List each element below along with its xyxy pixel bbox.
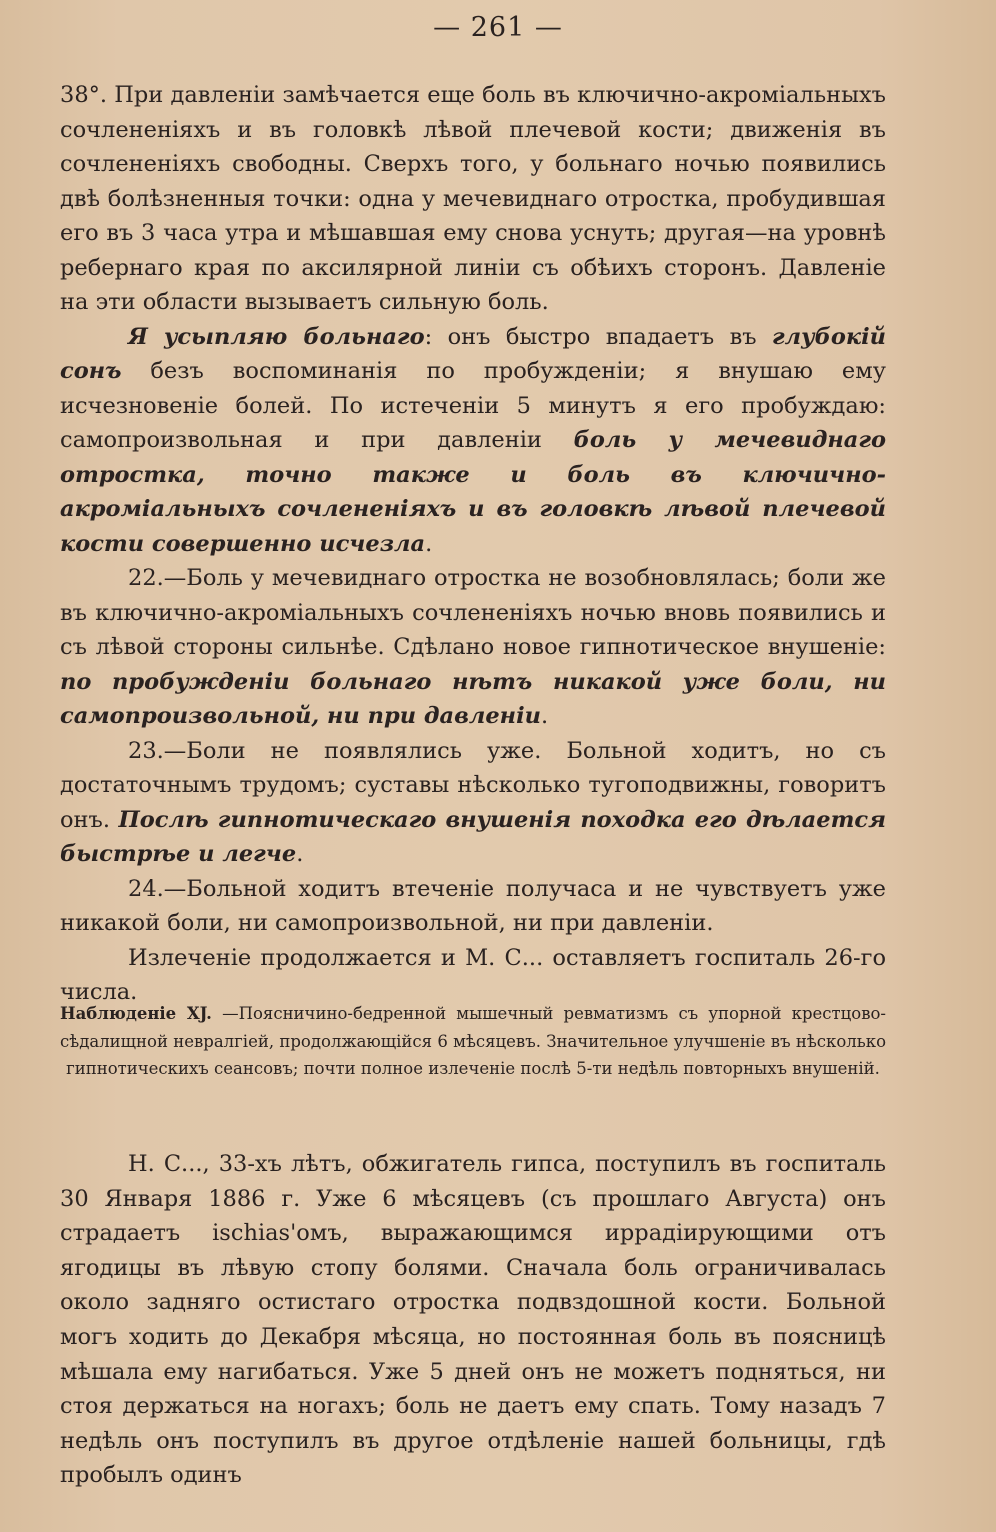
- case-paragraph: [60, 1147, 886, 1493]
- text-run: 22.—Боль у мечевиднаго отростка не возобновлялась; боли же въ ключично-акроміальныхъ сочлененіяхъ ночью вновь появились и съ лѣвой стороны сильнѣе. Сдѣлано новое гипнотическое внушеніе:: [60, 565, 886, 660]
- case-text: [60, 1147, 886, 1493]
- paragraph-5: [60, 872, 886, 941]
- text-run: безъ воспоминанія по пробужденіи; я внушаю ему исчезновеніе болей. По истеченіи 5 минутъ я его пробуждаю: самопроизвольная и при давленіи: [60, 358, 886, 453]
- paragraph-3: [60, 561, 886, 734]
- observation-summary: —Поясничино-бедренной мышечный ревматизмъ съ упорной крестцово-сѣдалищной невралгіей, продолжающійся 6 мѣсяцевъ. Значительное улучшеніе въ нѣсколько гипнотическихъ сеансовъ; почти полное излеченіе послѣ 5-ти недѣль повторныхъ внушеній.: [60, 1004, 886, 1078]
- text-run: 23.—Боли не появлялись уже. Больной ходитъ, но съ достаточнымъ трудомъ; суставы нѣсколько тугоподвижны, говоритъ онъ.: [60, 737, 886, 833]
- text-run: Излеченіе продолжается и М. С... оставляетъ госпиталь 26-го числа.: [60, 944, 886, 1005]
- paragraph-1: [60, 78, 886, 320]
- text-run: Н. С..., 33-хъ лѣтъ, обжигатель гипса, поступилъ въ госпиталь 30 Января 1886 г. Уже 6 мѣсяцевъ (съ прошлаго Августа) онъ страдаетъ ischias'омъ, выражающимся иррадіирующими отъ ягодицы въ лѣвую стопу болями. Сначала боль ограничивалась около задняго остистаго отростка подвздошной кости. Больной могъ ходить до Декабря мѣсяца, но постоянная боль въ поясницѣ мѣшала ему нагибаться. Уже 5 дней онъ не можетъ подняться, ни стоя держаться на ногахъ; боль не даетъ ему спать. Тому назадъ 7 недѣль онъ поступилъ въ другое отдѣленіе нашей больницы, гдѣ пробылъ одинъ: [60, 1151, 886, 1489]
- page-number: — 261 —: [433, 12, 563, 43]
- italic-run: Послѣ гипнотическаго внушенія походка его дѣлается быстрѣе и легче: [60, 806, 886, 867]
- italic-run: боль у мечевиднаго отростка, точно также и боль въ ключично-акроміальныхъ сочлененіяхъ и въ головкѣ лѣвой плечевой кости совершенно исчезла: [60, 427, 886, 557]
- observation-heading: [60, 1000, 886, 1083]
- italic-run: по пробужденіи больнаго нѣтъ никакой уже боли, ни самопроизвольной, ни при давленіи: [60, 668, 886, 729]
- text-run: 24.—Больной ходитъ втеченіе получаса и не чувствуетъ уже никакой боли, ни самопроизвольной, ни при давленіи.: [60, 875, 886, 936]
- text-run: : онъ быстро впадаетъ въ: [424, 323, 773, 350]
- paragraph-2: [60, 320, 886, 562]
- text-run: 38°. При давленіи замѣчается еще боль въ ключично-акроміальныхъ сочлененіяхъ и въ головкѣ лѣвой плечевой кости; движенія въ сочлененіяхъ свободны. Сверхъ того, у больнаго ночью появились двѣ болѣзненныя точки: одна у мечевиднаго отростка, пробудившая его въ 3 часа утра и мѣшавшая ему снова уснуть; другая—на уровнѣ ребернаго края по аксилярной линіи съ обѣихъ сторонъ. Давленіе на эти области вызываетъ сильную боль.: [60, 82, 886, 315]
- paragraph-4: [60, 734, 886, 872]
- text-run: .: [425, 530, 433, 557]
- observation-label: Наблюденіе XJ.: [60, 1004, 212, 1023]
- italic-run: глубокій сонъ: [60, 323, 886, 384]
- main-text: [60, 78, 886, 1010]
- italic-run: Я усыпляю больнаго: [128, 323, 425, 350]
- text-run: .: [296, 841, 304, 867]
- text-run: .: [541, 703, 549, 729]
